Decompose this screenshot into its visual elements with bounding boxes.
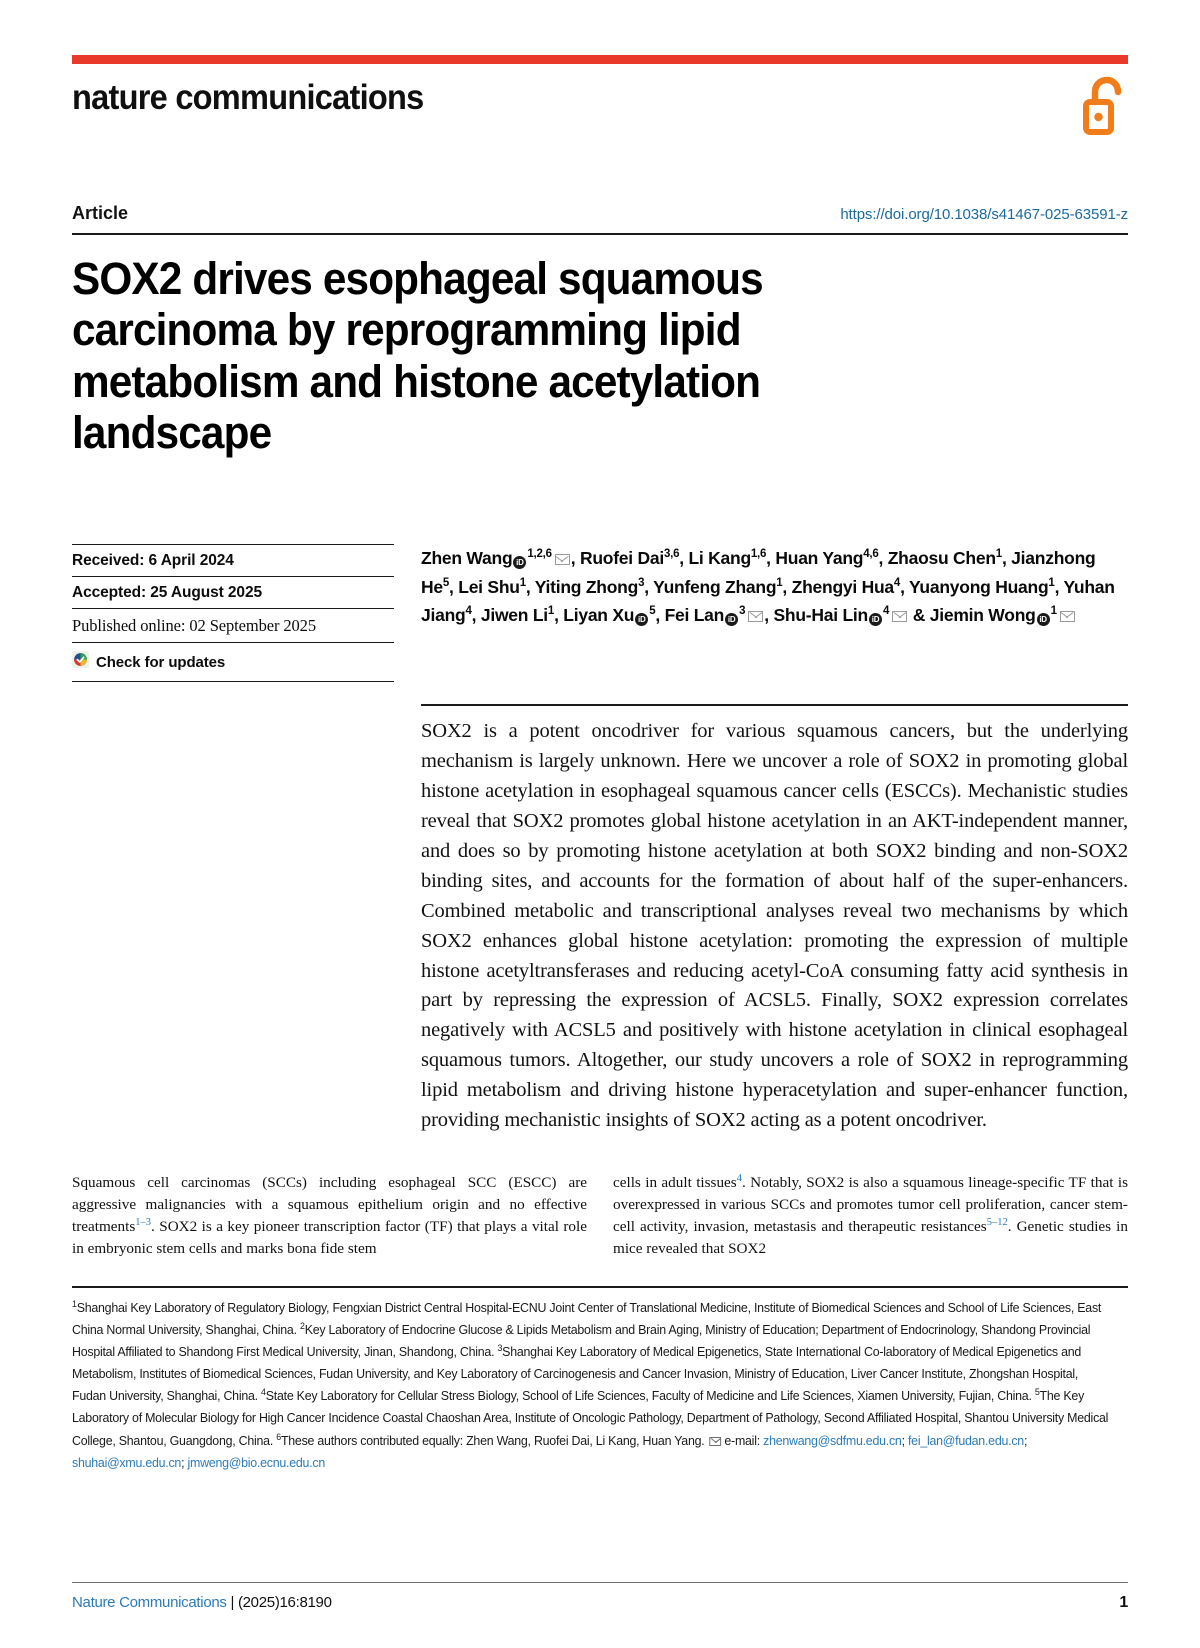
author-affil-sup: 3,6: [664, 548, 680, 561]
author-affil-sup: 1: [776, 576, 783, 589]
article-page: [0, 55, 1200, 1648]
affil-marker-6: 6: [276, 1431, 281, 1442]
abstract-top-rule: [421, 704, 1128, 706]
author-zhaosu-chen: , Zhaosu Chen: [878, 548, 996, 569]
page-title: SOX2 drives esophageal squamous carcinoma by reprogramming lipid metabolism and histone acetylation landscape: [72, 253, 763, 458]
author-affil-sup: 1: [1048, 576, 1055, 589]
affiliation-5: The Key Laboratory of Molecular Biology for High Cancer Incidence Coastal Chaoshan Area, Institute of Oncologic Pathology, Department of Pathology, Second Affiliated Hospital, Shantou University Medical College, Shantou, Guangdong, China.: [72, 1389, 1109, 1448]
author-affil-sup: 4: [882, 605, 890, 618]
author-affil-sup: 1: [1050, 605, 1057, 618]
crossmark-icon: [72, 651, 89, 673]
article-type-label: Article: [72, 203, 129, 223]
footer-rule: [72, 1582, 1128, 1583]
body-column-right: [613, 1172, 1128, 1260]
citation-ref[interactable]: 5–12: [986, 1216, 1008, 1228]
open-access-lock-icon: [1078, 76, 1128, 141]
affil-marker-3: 3: [497, 1342, 503, 1353]
journal-logo: nature communications: [72, 78, 424, 117]
corresponding-envelope-icon[interactable]: [892, 611, 907, 622]
orcid-icon[interactable]: iD: [635, 613, 648, 626]
author-yunfeng-zhang: , Yunfeng Zhang: [644, 576, 777, 597]
citation-ref[interactable]: 1–3: [135, 1216, 152, 1228]
intro-text-5: . Genetic studies in mice revealed that SOX2: [613, 1217, 1128, 1257]
abstract-column: [412, 704, 1128, 1136]
author-jiemin-wong: & Jiemin Wong: [912, 604, 1036, 625]
email-link-4[interactable]: jmweng@bio.ecnu.edu.cn: [187, 1455, 326, 1470]
abstract-block: [72, 704, 1128, 1136]
author-affil-sup: 5: [442, 576, 450, 589]
equal-contribution-note: These authors contributed equally: Zhen Wang, Ruofei Dai, Li Kang, Huan Yang.: [280, 1433, 708, 1448]
affiliation-4: State Key Laboratory for Cellular Stress Biology, School of Life Sciences, Faculty of Medicine and Life Sciences, Xiamen University, Fujian, China.: [265, 1389, 1035, 1404]
email-separator: ;: [901, 1433, 908, 1448]
intro-paragraph-right: [613, 1172, 1128, 1260]
masthead: [72, 80, 1128, 141]
metadata-authors-block: [72, 544, 1128, 682]
check-for-updates[interactable]: [72, 642, 394, 682]
body-columns: [72, 1172, 1128, 1260]
intro-paragraph-left: [72, 1172, 587, 1260]
accepted-date: Accepted: 25 August 2025: [72, 576, 394, 608]
author-affil-sup: 4: [893, 576, 901, 589]
footer-row: [72, 1594, 1128, 1612]
affiliation-2: Key Laboratory of Endocrine Glucose & Lipids Metabolism and Brain Aging, Ministry of Education; Department of Endocrinology, Shandong Provincial Hospital Affiliated to Shandong First Medical University, Jinan, Shandong, China.: [72, 1322, 1091, 1359]
orcid-icon[interactable]: iD: [869, 613, 882, 626]
author-affil-sup: 4,6: [863, 548, 879, 561]
orcid-icon[interactable]: iD: [513, 556, 526, 569]
authors-text: [421, 544, 1128, 629]
page-footer: [72, 1582, 1128, 1612]
article-doi-row: [72, 203, 1128, 224]
author-affil-sup: 5: [649, 605, 656, 618]
author-liyan-xu: , Liyan Xu: [554, 604, 635, 625]
author-fei-lan: , Fei Lan: [655, 604, 725, 625]
doi-link[interactable]: https://doi.org/10.1038/s41467-025-63591-z: [840, 206, 1128, 223]
metadata-column: [72, 544, 412, 682]
citation-ref[interactable]: 4: [736, 1173, 742, 1185]
email-link-2[interactable]: fei_lan@fudan.edu.cn: [907, 1433, 1024, 1448]
intro-text-1: Squamous cell carcinomas (SCCs) including esophageal SCC (ESCC) are aggressive malignancies with a squamous epithelium origin and no effective treatments: [72, 1174, 587, 1235]
author-jiwen-li: , Jiwen Li: [471, 604, 548, 625]
brand-red-bar: [72, 55, 1128, 64]
author-affil-sup: 3: [739, 605, 746, 618]
author-jianzhong-he: , Jianzhong He: [421, 548, 1096, 597]
abstract-text: SOX2 is a potent oncodriver for various squamous cancers, but the underlying mechanism is largely unknown. Here we uncover a role of SOX2 in promoting global histone acetylation in esophageal squamous cancer cells (ESCCs). Mechanistic studies reveal that SOX2 promotes global histone acetylation in an AKT-independent manner, and does so by promoting histone acetylation at both SOX2 binding and non-SOX2 binding sites, and accounts for the formation of about half of the super-enhancers. Combined metabolic and transcriptional analyses reveal two mechanisms by which SOX2 enhances global histone acetylation: promoting the expression of multiple histone acetyltransferases and reducing acetyl-CoA consuming fatty acid synthesis in part by repressing the expression of ACSL5. Finally, SOX2 expression correlates negatively with ACSL5 and positively with histone acetylation in clinical esophageal squamous tumors. Altogether, our study uncovers a role of SOX2 in reprogramming lipid metabolism and driving histone hyperacetylation and super-enhancer function, providing mechanistic insights of SOX2 acting as a potent oncodriver.: [421, 720, 1128, 1132]
page-number: 1: [1119, 1594, 1128, 1611]
email-envelope-icon: [710, 1437, 722, 1446]
intro-text-3: cells in adult tissues: [613, 1174, 737, 1192]
email-link-3[interactable]: shuhai@xmu.edu.cn: [72, 1455, 182, 1470]
corresponding-envelope-icon[interactable]: [1060, 611, 1075, 622]
author-yiting-zhong: , Yiting Zhong: [525, 576, 639, 597]
author-ruofei-dai: , Ruofei Dai: [570, 548, 664, 569]
affil-marker-2: 2: [299, 1320, 305, 1331]
author-yuanyong-huang: , Yuanyong Huang: [900, 576, 1049, 597]
author-shu-hai-lin: , Shu-Hai Lin: [764, 604, 868, 625]
affiliation-1: Shanghai Key Laboratory of Regulatory Biology, Fengxian District Central Hospital-ECNU Joint Center of Translational Medicine, Institute of Biomedical Sciences and School of Life Sciences, East China Normal University, Shanghai, China.: [72, 1300, 1102, 1337]
footer-journal-name[interactable]: Nature Communications: [72, 1594, 227, 1611]
corresponding-envelope-icon[interactable]: [555, 554, 570, 565]
author-affil-sup: 1: [995, 548, 1002, 561]
intro-text-2: . SOX2 is a key pioneer transcription factor (TF) that plays a vital role in embryonic stem cells and marks bona fide stem: [72, 1217, 587, 1257]
email-link-1[interactable]: zhenwang@sdfmu.edu.cn: [763, 1433, 902, 1448]
affiliation-3: Shanghai Key Laboratory of Medical Epigenetics, State International Co-laboratory of Medical Epigenetics and Metabolism, Institutes of Biomedical Sciences, Fudan University, and Key Laboratory of Carcinogenesis and Cancer Invasion, Ministry of Education, Liver Cancer Institute, Zhongshan Hospital, Fudan University, Shanghai, China.: [72, 1344, 1082, 1404]
affil-marker-1: 1: [72, 1298, 77, 1309]
author-affil-sup: 1: [547, 605, 555, 618]
intro-text-4: . Notably, SOX2 is also a squamous lineage-specific TF that is overexpressed in various SCCs and promotes tumor cell proliferation, cancer stem-cell activity, invasion, metastasis and therapeutic resistances: [613, 1174, 1128, 1235]
footer-citation-group: [72, 1594, 332, 1611]
email-label: e-mail:: [724, 1433, 764, 1448]
orcid-icon[interactable]: iD: [725, 613, 738, 626]
abstract-left-spacer: [72, 704, 412, 1136]
published-date: Published online: 02 September 2025: [72, 608, 394, 642]
email-separator: ;: [1023, 1433, 1028, 1448]
email-separator: ;: [181, 1455, 188, 1470]
affiliations-rule: [72, 1286, 1128, 1288]
received-date: Received: 6 April 2024: [72, 544, 394, 576]
orcid-icon[interactable]: iD: [1037, 613, 1050, 626]
body-column-left: [72, 1172, 587, 1260]
corresponding-envelope-icon[interactable]: [748, 611, 763, 622]
title-top-rule: [72, 233, 1128, 235]
author-yuhan-jiang: , Yuhan Jiang: [421, 576, 1115, 625]
author-huan-yang: , Huan Yang: [766, 548, 864, 569]
author-affil-sup: 1: [519, 576, 526, 589]
affil-marker-5: 5: [1034, 1387, 1040, 1398]
author-affil-sup: 4: [465, 605, 472, 618]
affiliations-block: [72, 1297, 1112, 1474]
author-affil-sup: 1,2,6: [527, 548, 552, 561]
footer-citation: | (2025)16:8190: [230, 1594, 332, 1611]
author-zhen-wang: Zhen Wang: [421, 548, 513, 569]
author-lei-shu: , Lei Shu: [449, 576, 520, 597]
author-list: [412, 544, 1128, 682]
author-affil-sup: 3: [638, 576, 645, 589]
author-li-kang: , Li Kang: [679, 548, 751, 569]
affil-marker-4: 4: [261, 1387, 266, 1398]
check-for-updates-label: Check for updates: [96, 653, 226, 671]
author-affil-sup: 1,6: [750, 548, 767, 561]
author-zhengyi-hua: , Zhengyi Hua: [782, 576, 894, 597]
